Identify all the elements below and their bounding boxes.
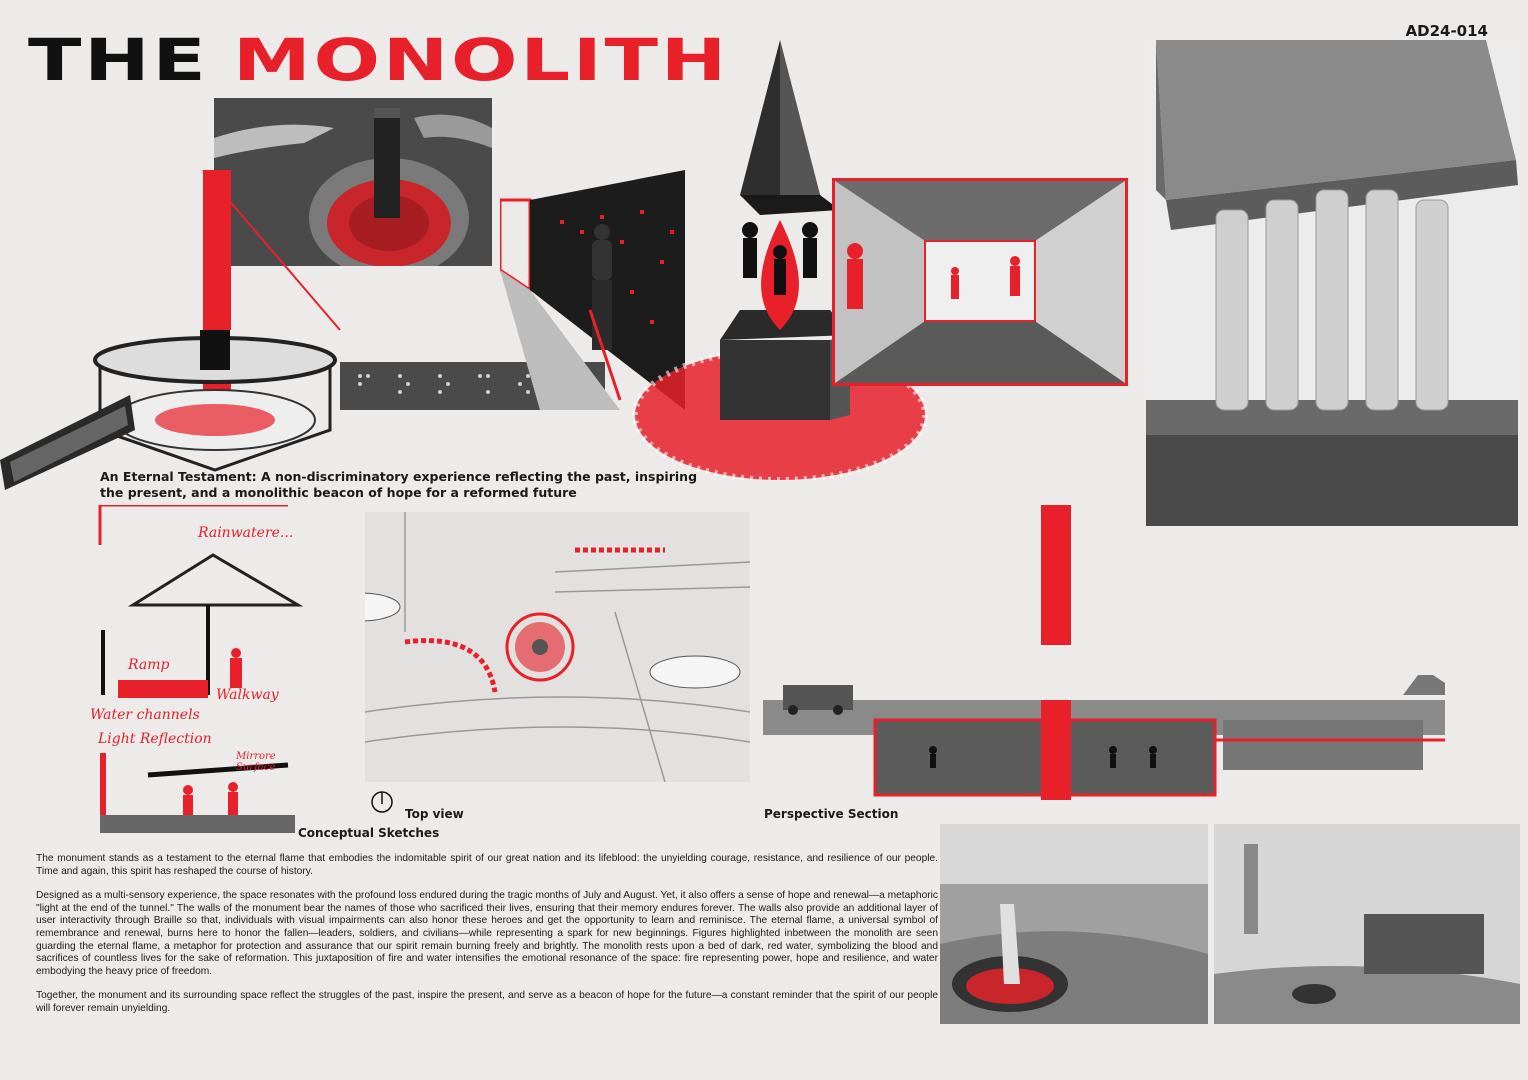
description-paragraph-1: The monument stands as a testament to the eternal flame that embodies the indomitable spirit of our great nation and its lifeblood: the unyielding courage, resistance, and resilience of our people. Time and again, this spirit has reshaped the course of history. <box>36 853 938 877</box>
project-tagline: An Eternal Testament: A non-discriminatory experience reflecting the past, inspiring the present, and a monolithic beacon of hope for a reformed future <box>100 469 698 500</box>
figures-holding-monolith-render <box>1146 40 1518 526</box>
poster-title <box>28 26 729 94</box>
title-word-the: THE <box>28 26 209 94</box>
sketch-drawings <box>88 505 303 835</box>
sketch-label-light-reflection: Light Reflection <box>98 731 212 747</box>
street-render-illustration <box>1214 824 1520 1024</box>
tunnel-illustration <box>835 181 1125 383</box>
site-plan-drawing <box>365 512 750 782</box>
description-paragraph-3: Together, the monument and its surrounding space reflect the struggles of the past, inspire the present, and serve as a beacon of hope for the future—a constant reminder that the spirit of our people will forever remain unyielding. <box>36 990 938 1014</box>
top-view-caption: Top view <box>405 807 464 821</box>
description-paragraph-2: Designed as a multi-sensory experience, the space resonates with the profound loss endured during the tragic months of July and August. Yet, it also offers a sense of hope and renewal—a metaphoric "light at the end of the tunnel." The walls of the monument bear the names of those who sacrificed their lives, ensuring that their memory endures forever. The walls also provide an additional layer of user interactivity through Braille so that, individuals with visual impairments can also honor these heroes and get the opportunity to learn and reminisce. The eternal flame, a universal symbol of remembrance and renewal, burns here to honor the fallen—leaders, soldiers, and civilians—while representing a spark for new beginnings. Figures highlighted inbetween the monolith are seen guarding the eternal flame, a metaphor for protection and assurance that our spirit remain burning freely and brightly. The monolith rests upon a bed of dark, red water, symbolizing the blood and sacrifices of countless lives for the sake of reformation. This juxtaposition of fire and water intensifies the emotional resonance of the space: fire representing power, hope and resilience, and water embodying the heavy price of freedom. <box>36 890 938 977</box>
sketch-label-water-channels: Water channels <box>90 707 200 723</box>
conceptual-sketches <box>88 505 303 835</box>
section-drawing <box>763 505 1445 805</box>
plaza-illustration <box>0 170 360 490</box>
street-view-render <box>1214 824 1520 1024</box>
sketch-label-rainwater: Rainwatere... <box>198 525 294 541</box>
project-code: AD24-014 <box>1405 22 1488 40</box>
plaza-monolith-illustration <box>0 170 360 490</box>
project-description <box>36 853 938 1028</box>
aerial-site-render <box>940 824 1208 1024</box>
north-arrow-icon <box>370 790 394 814</box>
sketch-label-ramp: Ramp <box>128 657 170 673</box>
top-view-plan <box>365 512 750 782</box>
sketch-label-walkway: Walkway <box>216 687 279 703</box>
memorial-tunnel-render <box>832 178 1128 386</box>
sketches-caption: Conceptual Sketches <box>298 826 440 840</box>
statue-illustration <box>1146 40 1518 526</box>
aerial-render-illustration <box>940 824 1208 1024</box>
title-word-monolith: MONOLITH <box>232 26 729 94</box>
sketch-label-mirror-surface: Mirrore Surface <box>236 751 276 773</box>
perspective-section <box>763 505 1445 805</box>
section-caption: Perspective Section <box>764 807 899 821</box>
